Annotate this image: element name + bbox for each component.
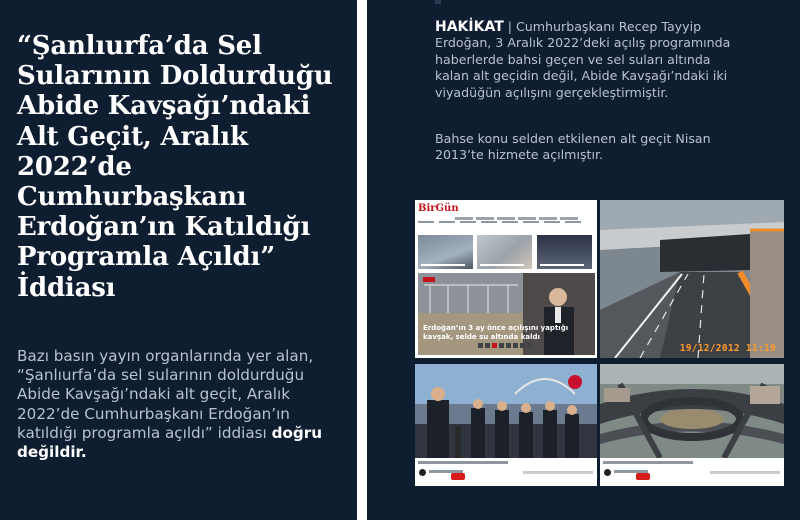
news-category-tag (423, 277, 435, 282)
aerial-video (600, 364, 784, 486)
aerial-junction-image (600, 364, 784, 458)
claim-intro-text: Bazı basın yayın organlarında yer alan, “Şanlıurfa’da sel sularının doldurduğu Abide Kavşağı’ndaki alt geçit, Aralık 2022’de Cumhurbaşkanı Erdoğan’ın katıldığı programla açıldı” iddiası (17, 347, 314, 442)
verdict-separator: | (503, 19, 517, 34)
news-thumb-2 (477, 235, 532, 269)
verdict-text: Cumhurbaşkanı Recep Tayyip Erdoğan, 3 Aralık 2022’deki açılış programında haberlerde bahsi geçen ve sel suları altında kalan alt geçidin değil, Abide Kavşağı’ndaki iki viyadüğün açılışını gerçekleştirmiştir. (435, 19, 731, 100)
underpass-photo (600, 200, 784, 358)
verdict-note: Bahse konu selden etkilenen alt geçit Nisan 2013’te hizmete açılmıştır. (435, 131, 711, 163)
verdict-tag: HAKİKAT (435, 19, 504, 35)
claim-headline: “Şanlıurfa’da Sel Sularının Doldurduğu Abide Kavşağı’ndaki Alt Geçit, Aralık 2022’de Cumhurbaşkanı Erdoğan’ın Katıldığı Programla Açıldı” İddiası (17, 31, 333, 303)
news-nav (418, 221, 594, 226)
news-topbar (455, 205, 593, 211)
news-lead-photo (418, 273, 595, 355)
video-info-bar (600, 458, 784, 486)
ceremony-image (415, 364, 597, 458)
section-marker (435, 0, 441, 4)
photo-timestamp: 19/12/2012 11:19 (679, 343, 776, 354)
claim-intro (17, 347, 337, 462)
news-thumb-3 (537, 235, 592, 269)
news-caption: Erdoğan’ın 3 ay önce açılışını yaptığı kavşak, selde su altında kaldı (423, 324, 569, 341)
slider-dots (478, 333, 534, 352)
news-screenshot (415, 200, 597, 358)
subscribe-button[interactable] (451, 473, 465, 480)
verdict-paragraph (435, 19, 735, 101)
news-logo: BirGün (418, 203, 459, 214)
subscribe-button[interactable] (636, 473, 650, 480)
claim-verdict-inline: doğru değildir. (17, 423, 323, 462)
claim-panel (0, 0, 357, 520)
underpass-image (600, 200, 784, 358)
ceremony-video (415, 364, 597, 486)
video-info-bar (415, 458, 597, 486)
news-thumb-1 (418, 235, 473, 269)
